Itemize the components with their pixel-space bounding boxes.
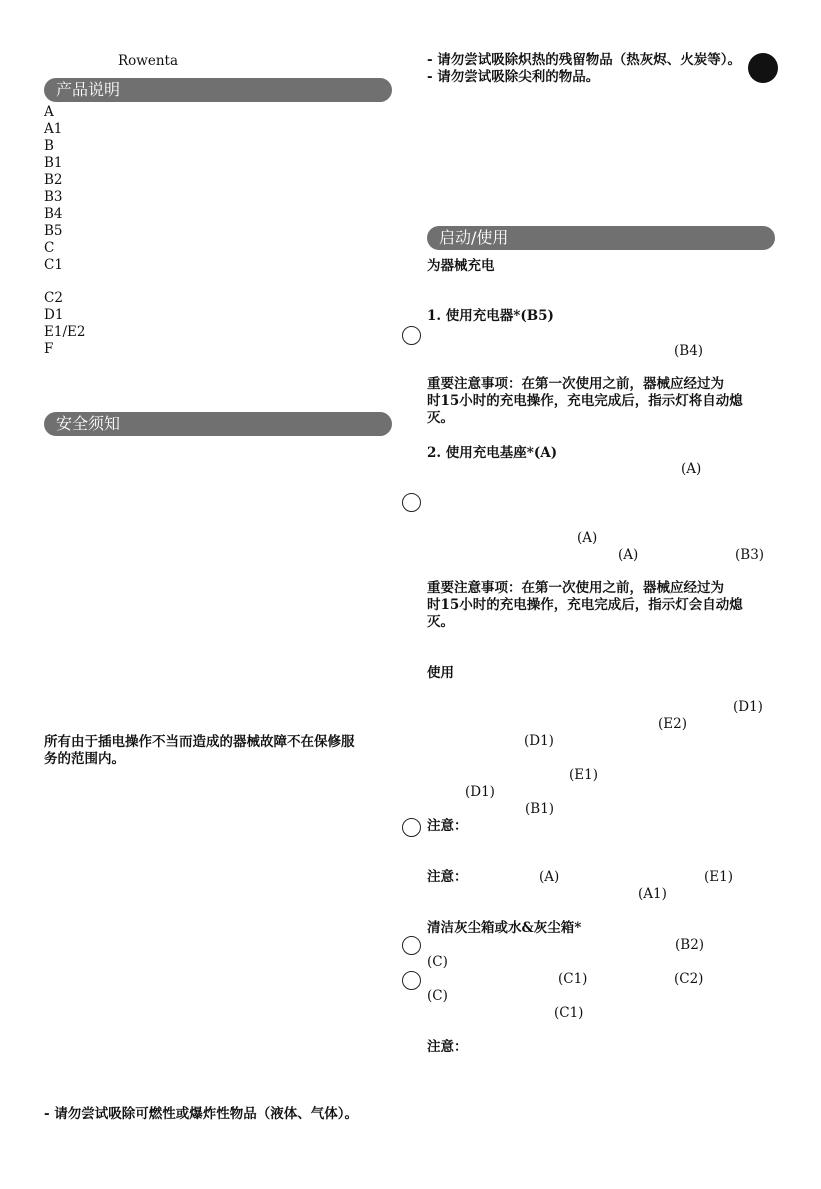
ref-b4: (B4) bbox=[674, 343, 704, 359]
important-note-1-line2: 时15小时的充电操作，充电完成后，指示灯将自动熄 bbox=[427, 393, 743, 409]
circle-marker bbox=[402, 971, 421, 990]
ref-d1: (D1) bbox=[465, 784, 495, 800]
important-note-2-line2: 时15小时的充电操作，充电完成后，指示灯会自动熄 bbox=[427, 597, 743, 613]
warning-flammable: - 请勿尝试吸除可燃性或爆炸性物品（液体、气体）。 bbox=[44, 1106, 359, 1122]
language-dot-icon bbox=[748, 53, 778, 83]
circle-marker bbox=[402, 818, 421, 837]
part-label: F bbox=[44, 341, 54, 357]
part-label: B3 bbox=[44, 189, 63, 205]
note-label: 注意： bbox=[427, 818, 468, 834]
ref-b3: (B3) bbox=[735, 547, 765, 563]
ref-e1: (E1) bbox=[704, 869, 733, 885]
important-note-1-line3: 灭。 bbox=[427, 410, 454, 426]
charger-heading: 1. 使用充电器*(B5) bbox=[427, 308, 554, 324]
warranty-text-line2: 务的范围内。 bbox=[44, 751, 125, 767]
ref-a: (A) bbox=[681, 461, 702, 477]
ref-b1: (B1) bbox=[525, 801, 555, 817]
ref-a1: (A1) bbox=[638, 886, 667, 902]
ref-c: (C) bbox=[427, 954, 448, 970]
use-title: 使用 bbox=[427, 665, 454, 681]
ref-a: (A) bbox=[539, 869, 560, 885]
part-label: B1 bbox=[44, 155, 63, 171]
ref-e1: (E1) bbox=[569, 767, 598, 783]
important-note-2-line3: 灭。 bbox=[427, 614, 454, 630]
base-heading: 2. 使用充电基座*(A) bbox=[427, 445, 558, 461]
part-label: D1 bbox=[44, 307, 64, 323]
ref-e2: (E2) bbox=[658, 716, 687, 732]
part-label: A bbox=[44, 104, 54, 120]
ref-a: (A) bbox=[577, 530, 598, 546]
section-header-safety: 安全须知 bbox=[44, 412, 392, 436]
part-label: A1 bbox=[44, 121, 63, 137]
part-label: B2 bbox=[44, 172, 63, 188]
circle-marker bbox=[402, 493, 421, 512]
part-label: C1 bbox=[44, 257, 63, 273]
part-label: C bbox=[44, 240, 55, 256]
important-note-1-line1: 重要注意事项：在第一次使用之前，器械应经过为 bbox=[427, 376, 724, 392]
ref-a: (A) bbox=[618, 547, 639, 563]
part-label: B5 bbox=[44, 223, 63, 239]
charge-title: 为器械充电 bbox=[427, 258, 495, 274]
brand-name: Rowenta bbox=[118, 53, 179, 69]
part-label: E1/E2 bbox=[44, 324, 86, 340]
part-label: C2 bbox=[44, 290, 63, 306]
clean-title: 清洁灰尘箱或水&灰尘箱* bbox=[427, 920, 582, 936]
ref-c: (C) bbox=[427, 988, 448, 1004]
note-label: 注意： bbox=[427, 1039, 468, 1055]
part-label: B4 bbox=[44, 206, 63, 222]
ref-c1: (C1) bbox=[554, 1005, 584, 1021]
section-header-product-description: 产品说明 bbox=[44, 78, 392, 102]
ref-c2: (C2) bbox=[674, 971, 704, 987]
warning-sharp-items: - 请勿尝试吸除尖利的物品。 bbox=[427, 69, 600, 85]
ref-d1: (D1) bbox=[524, 733, 554, 749]
circle-marker bbox=[402, 936, 421, 955]
ref-d1: (D1) bbox=[733, 699, 763, 715]
warning-hot-items: - 请勿尝试吸除炽热的残留物品（热灰烬、火炭等）。 bbox=[427, 52, 742, 68]
important-note-2-line1: 重要注意事项：在第一次使用之前，器械应经过为 bbox=[427, 580, 724, 596]
ref-b2: (B2) bbox=[675, 937, 705, 953]
ref-c1: (C1) bbox=[558, 971, 588, 987]
note-label: 注意： bbox=[427, 869, 468, 885]
warranty-text-line1: 所有由于插电操作不当而造成的器械故障不在保修服 bbox=[44, 734, 355, 750]
part-label: B bbox=[44, 138, 54, 154]
circle-marker bbox=[402, 326, 421, 345]
section-header-start-use: 启动/使用 bbox=[427, 226, 775, 250]
